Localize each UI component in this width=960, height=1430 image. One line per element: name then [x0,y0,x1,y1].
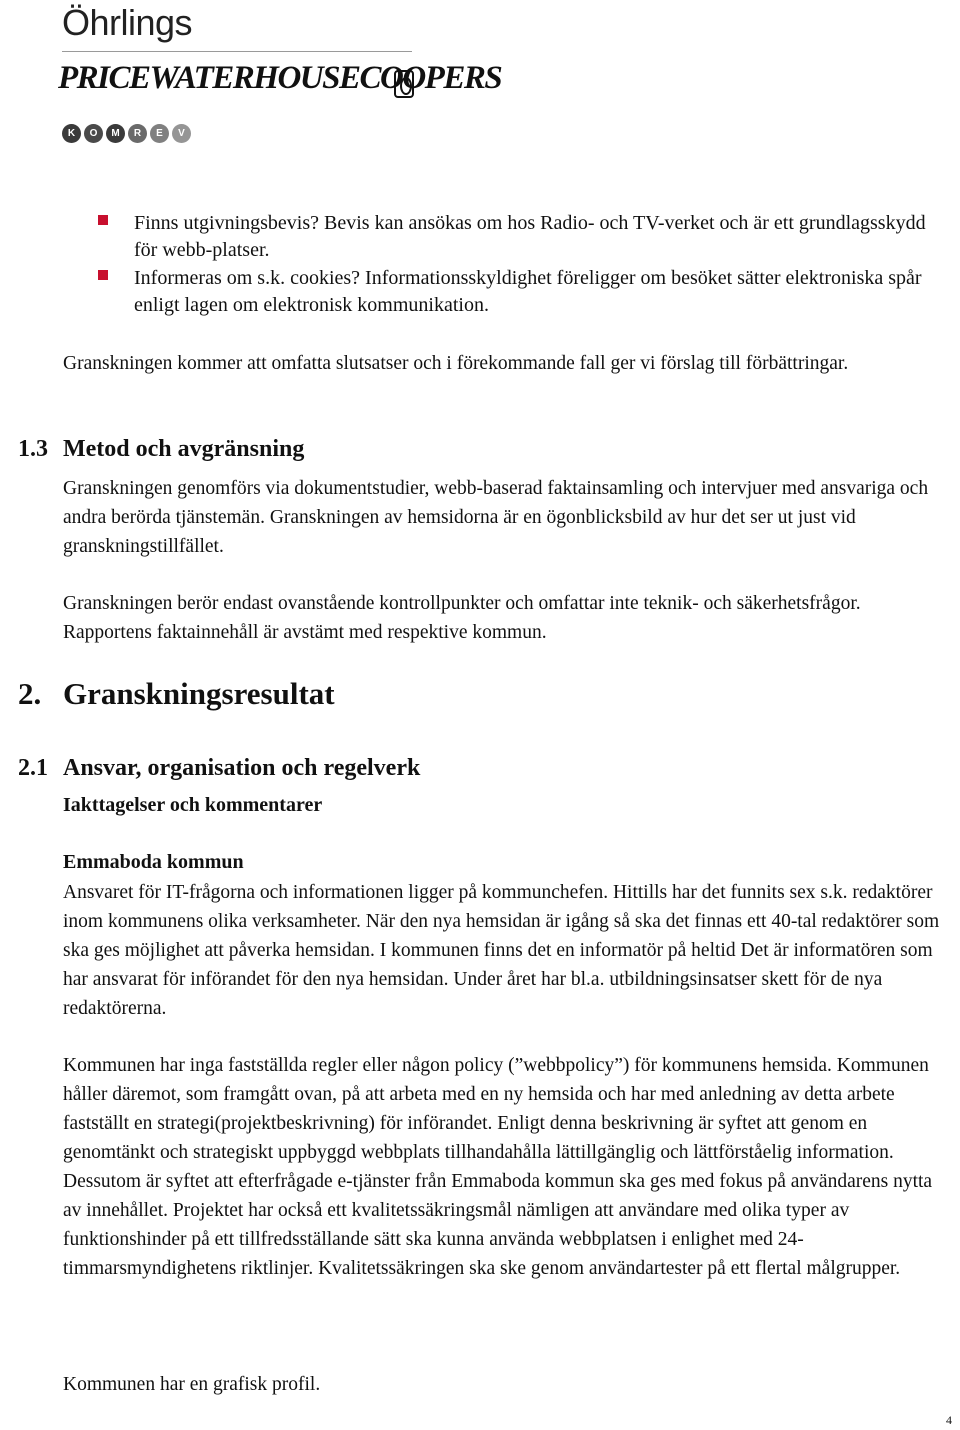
subheading-observations: Iakttagelser och kommentarer [63,794,323,816]
list-item [98,265,938,319]
paragraph-responsibility: Ansvaret för IT-frågorna och informationen ligger på kommunchefen. Hittills har det funnits sex s.k. redaktörer inom kommunens olika verksamheter. När den nya hemsidan är igång så ska det finnas ett 40-tal redaktörer som ska ges möjlighet att påverka hemsidan. I kommunen finns det en informatör på heltid Det är informatören som har ansvarat för införandet för den nya hemsidan. Under året har bl.a. utbildningsinsatser skett för de nya redaktörerna. [63,882,940,1019]
section-title: Ansvar, organisation och regelverk [63,755,421,781]
komrev-letter: O [84,124,103,143]
section-title: Metod och avgränsning [63,436,305,462]
square-bullet-icon [98,215,108,225]
list-item [98,210,938,264]
list-item-text: Informeras om s.k. cookies? Informationsskyldighet föreligger om besöket sätter elektroniska spår enligt lagen om elektronisk kommunikation. [134,267,922,316]
subheading-municipality: Emmaboda kommun [63,851,244,873]
komrev-letter: M [106,124,125,143]
paragraph-profile: Kommunen har en grafisk profil. [63,1374,321,1395]
square-bullet-icon [98,270,108,280]
komrev-letter: R [128,124,147,143]
komrev-letter: K [62,124,81,143]
bullet-list [98,210,938,320]
section-number: 2.1 [18,755,48,781]
komrev-letter: V [172,124,191,143]
header-rule [62,51,412,52]
heading-2-1 [18,755,420,782]
paragraph-method-1: Granskningen genomförs via dokumentstudier, webb-baserad faktainsamling och intervjuer med ansvariga och andra berörda tjänstemän. Granskningen av hemsidorna är en ögonblicksbild av hur det ser ut just vid granskningstillfället. [63,478,929,557]
heading-1-3 [18,436,304,463]
paragraph-method-2: Granskningen berör endast ovanstående kontrollpunkter och omfattar inte teknik- och säkerhetsfrågor. Rapportens faktainnehåll är avstämt med respektive kommun. [63,593,861,643]
section-number: 1.3 [18,436,48,462]
paragraph-policy: Kommunen har inga fastställda regler eller någon policy (”webbpolicy”) för kommunens hemsida. Kommunen håller däremot, som framgått ovan, på att arbeta med en ny hemsida och har med anledning av detta arbete fastställt en strategi(projektbeskrivning) för införandet. Enligt denna beskrivning är syftet att genom en genomtänkt och strategiskt uppbyggd webbplats tillhandahålla lättillgänglig och lättförståelig information. Dessutom är syftet att efterfrågade e-tjänster från Emmaboda kommun ska ges med fokus på användarens nytta av innehållet. Projektet har också ett kvalitetssäkringsmål nämligen att användare med olika typer av funktionshinder på ett tillfredsställande sätt ska kunna använda webbplatsen i enlighet med 24-timmarsmyndighetens riktlinjer. Kvalitetssäkringen ska ske genom användartester på ett flertal målgrupper. [63,1055,933,1279]
paragraph-scope: Granskningen kommer att omfatta slutsatser och i förekommande fall ger vi förslag till förbättringar. [63,353,849,374]
komrev-letter: E [150,124,169,143]
page-number: 4 [946,1413,952,1427]
section-title: Granskningsresultat [63,676,335,711]
komrev-logo [62,124,191,143]
list-item-text: Finns utgivningsbevis? Bevis kan ansökas om hos Radio- och TV-verket och är ett grundlagsskydd för webb-platser. [134,212,926,261]
pwc-emblem-icon [394,70,414,98]
heading-2 [18,676,335,712]
brand-name: Öhrlings [62,2,193,43]
section-number: 2. [18,676,42,711]
firm-logo-text: PRICEWATERHOUSECOOPERS [58,60,502,96]
